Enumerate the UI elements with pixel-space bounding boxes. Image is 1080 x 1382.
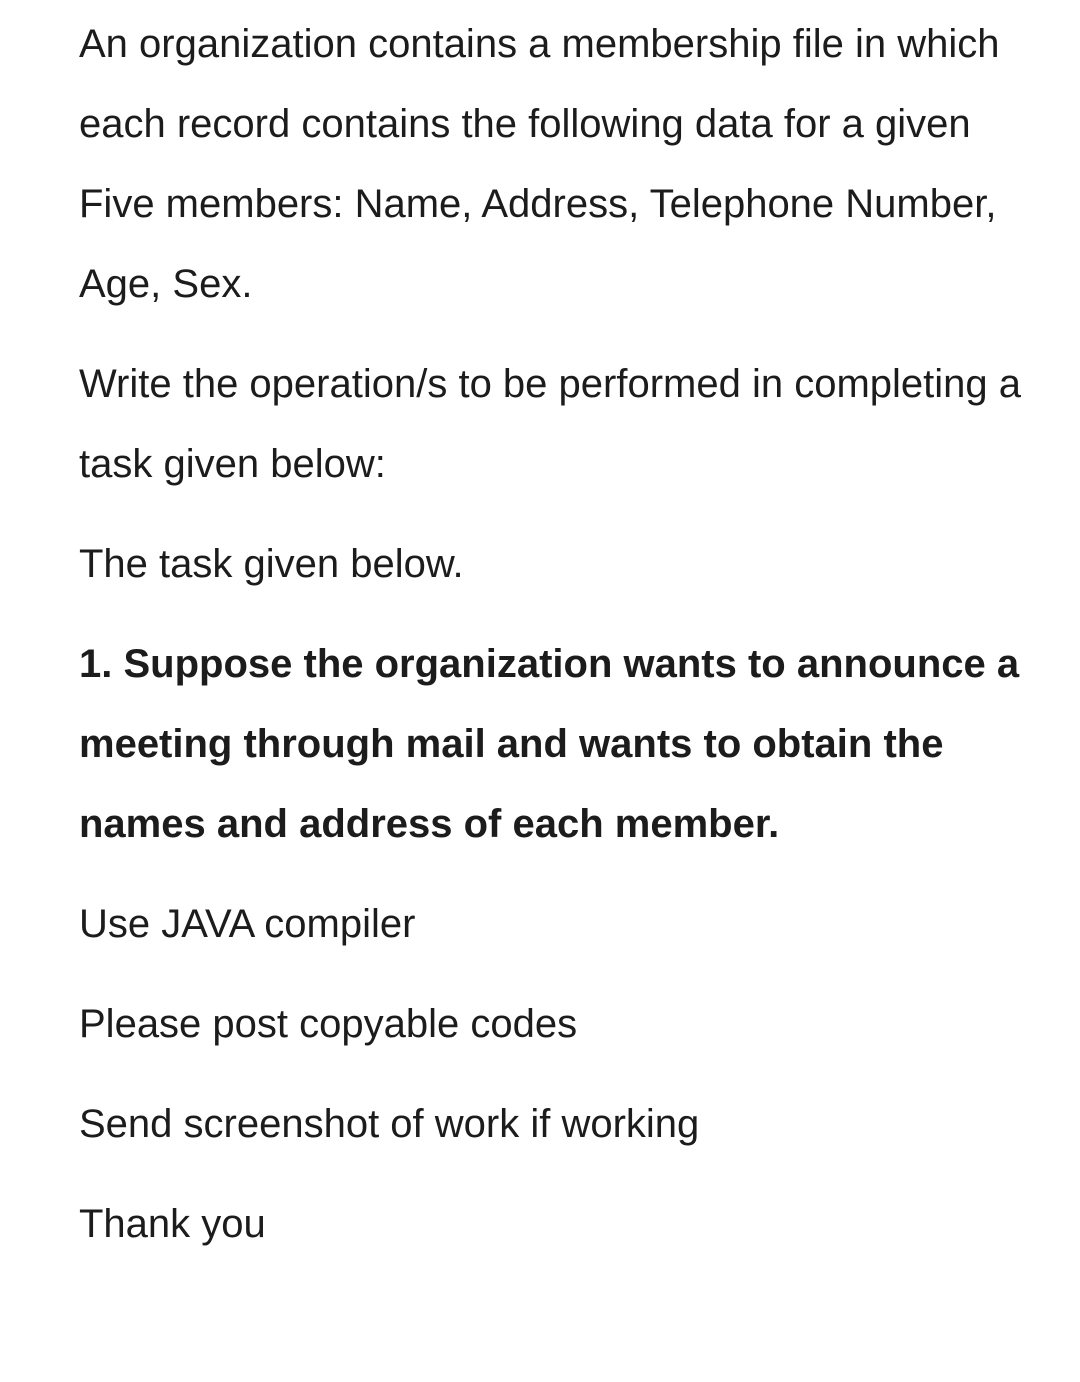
compiler-note: Use JAVA compiler [79, 902, 416, 946]
task-intro-paragraph: The task given below. [79, 542, 464, 586]
instruction-paragraph: Write the operation/s to be performed in completing a task given below: [79, 362, 1021, 486]
intro-paragraph: An organization contains a membership file in which each record contains the following data for a given Five members: Name, Address, Telephone Number, Age, Sex. [79, 22, 1000, 306]
screenshot-request-note: Send screenshot of work if working [79, 1102, 700, 1146]
task-item-1: 1. Suppose the organization wants to announce a meeting through mail and wants to obtain the names and address of each member. [79, 642, 1020, 846]
closing-thanks: Thank you [79, 1202, 266, 1246]
code-request-note: Please post copyable codes [79, 1002, 578, 1046]
document-body [79, 0, 1029, 1264]
